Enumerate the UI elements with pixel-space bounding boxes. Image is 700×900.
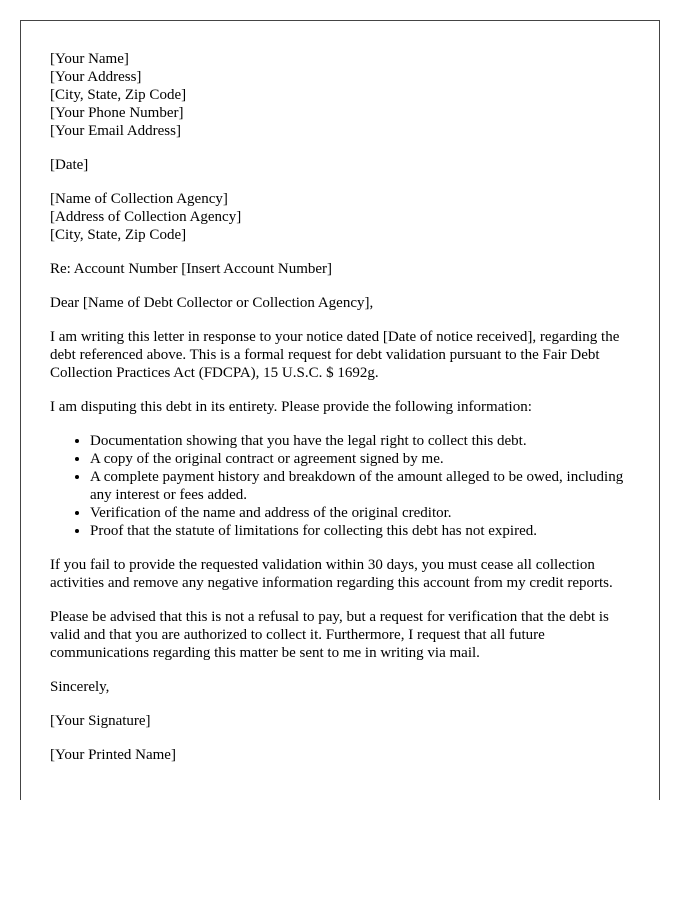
list-item: • Proof that the statute of limitations for collecting this debt has not expired. [90,522,640,540]
recipient-block [50,190,640,244]
signature: [Your Signature] [50,713,151,729]
deadline-paragraph: If you fail to provide the requested validation within 30 days, you must cease all collection activities and remove any negative information regarding this account from my credit reports. [50,557,613,591]
subject-line: Re: Account Number [Insert Account Number] [50,261,333,277]
sender-phone: [Your Phone Number] [50,105,184,121]
letter-content [50,50,640,780]
letter-date: [Date] [50,157,89,173]
printed-name: [Your Printed Name] [50,747,176,763]
dispute-paragraph: I am disputing this debt in its entirety. Please provide the following information: [50,399,532,415]
request-list [50,432,640,540]
advisory-paragraph: Please be advised that this is not a refusal to pay, but a request for verification that the debt is valid and that you are authorized to collect it. Furthermore, I request that all future communications regarding this matter be sent to me in writing via mail. [50,609,609,661]
recipient-address: [Address of Collection Agency] [50,209,242,225]
salutation: Dear [Name of Debt Collector or Collection Agency], [50,295,374,311]
closing: Sincerely, [50,679,110,695]
sender-name: [Your Name] [50,51,129,67]
sender-address: [Your Address] [50,69,142,85]
list-item: • Documentation showing that you have the legal right to collect this debt. [90,432,640,450]
recipient-city-state-zip: [City, State, Zip Code] [50,227,187,243]
sender-city-state-zip: [City, State, Zip Code] [50,87,187,103]
list-item: • A complete payment history and breakdown of the amount alleged to be owed, including any interest or fees added. [90,468,640,504]
list-item: • Verification of the name and address of the original creditor. [90,504,640,522]
list-item: • A copy of the original contract or agreement signed by me. [90,450,640,468]
letter-page [20,20,660,800]
sender-email: [Your Email Address] [50,123,181,139]
sender-block [50,50,640,140]
intro-paragraph: I am writing this letter in response to your notice dated [Date of notice received], regarding the debt referenced above. This is a formal request for debt validation pursuant to the Fair Debt Collection Practices Act (FDCPA), 15 U.S.C. $ 1692g. [50,329,620,381]
recipient-name: [Name of Collection Agency] [50,191,228,207]
